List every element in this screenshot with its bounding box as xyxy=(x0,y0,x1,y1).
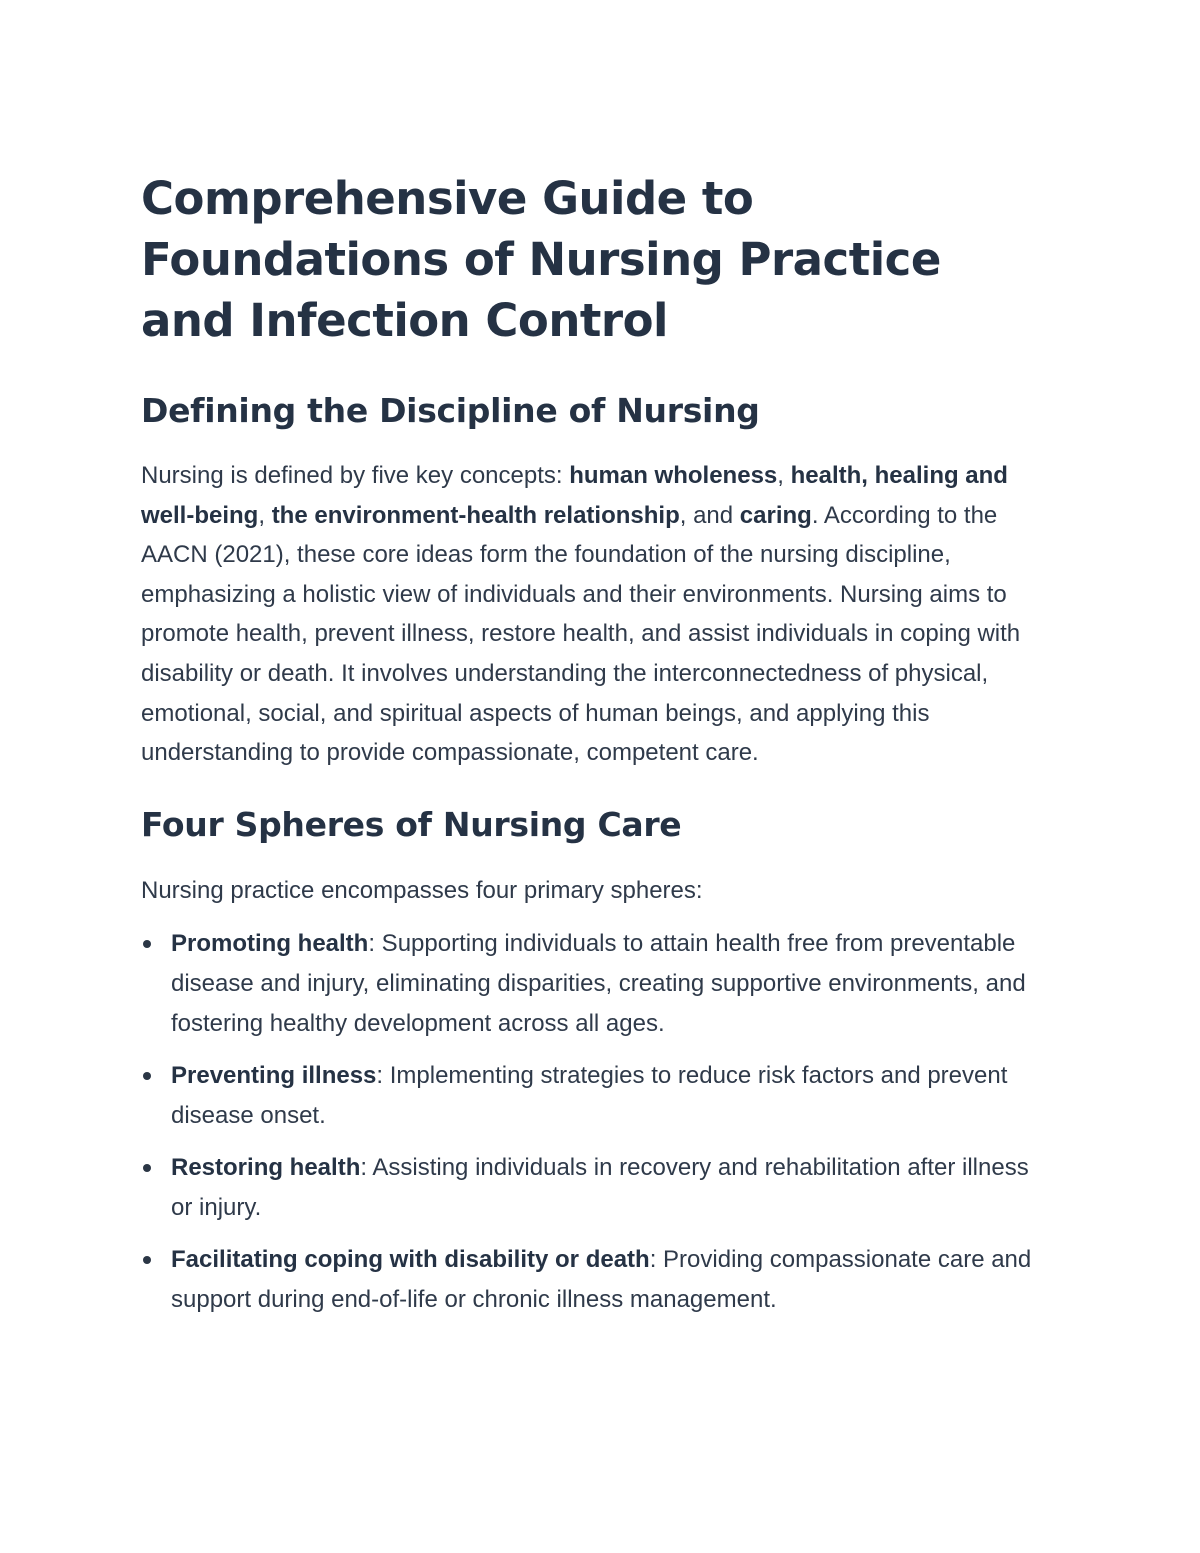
sphere-description: : Providing compassionate care and support during end-of-life or chronic illness management. xyxy=(171,1246,1032,1314)
concept-separator: , and xyxy=(679,501,740,529)
spheres-intro-paragraph: Nursing practice encompasses four primary spheres: xyxy=(141,876,703,904)
spheres-list xyxy=(141,924,1046,1320)
list-item xyxy=(141,1240,1046,1320)
concept-environment-health: the environment-health relationship xyxy=(271,501,680,529)
document-title: Comprehensive Guide to Foundations of Nursing Practice and Infection Control xyxy=(141,172,941,347)
list-item xyxy=(141,924,1046,1044)
bullet-icon xyxy=(143,1256,151,1264)
sphere-term: Promoting health xyxy=(171,930,369,958)
sphere-term: Restoring health xyxy=(171,1154,361,1182)
concept-human-wholeness: human wholeness xyxy=(569,462,778,489)
sphere-description: : Implementing strategies to reduce risk factors and prevent disease onset. xyxy=(171,1062,1008,1130)
bullet-icon xyxy=(143,1164,151,1172)
sphere-term: Preventing illness xyxy=(171,1062,377,1090)
discipline-paragraph xyxy=(141,456,1046,773)
bullet-icon xyxy=(143,940,151,948)
list-item xyxy=(141,1148,1046,1228)
concept-separator: , xyxy=(777,462,791,489)
sphere-description: : Assisting individuals in recovery and rehabilitation after illness or injury. xyxy=(171,1154,1029,1222)
list-item xyxy=(141,1056,1046,1136)
sphere-term: Facilitating coping with disability or death xyxy=(171,1246,650,1274)
discipline-intro-text: Nursing is defined by five key concepts: xyxy=(141,462,570,489)
section-heading-spheres: Four Spheres of Nursing Care xyxy=(141,804,682,844)
concept-health-healing: health, healing and well-being xyxy=(141,462,1008,529)
discipline-body-text: . According to the AACN (2021), these core ideas form the foundation of the nursing discipline, emphasizing a holistic view of individuals and their environments. Nursing aims to promote health, prevent illness, restore health, and assist individuals in coping with disability or death. It involves understanding the interconnectedness of physical, emotional, social, and spiritual aspects of human beings, and applying this understanding to provide compassionate, competent care. xyxy=(141,501,1021,767)
concept-separator: , xyxy=(258,501,272,529)
sphere-description: : Supporting individuals to attain health free from preventable disease and injury, eliminating disparities, creating supportive environments, and fostering healthy development across all ages. xyxy=(171,930,1026,1038)
section-heading-discipline: Defining the Discipline of Nursing xyxy=(141,391,760,430)
document-page xyxy=(141,168,1046,1332)
bullet-icon xyxy=(143,1072,151,1080)
concept-caring: caring xyxy=(739,501,812,529)
